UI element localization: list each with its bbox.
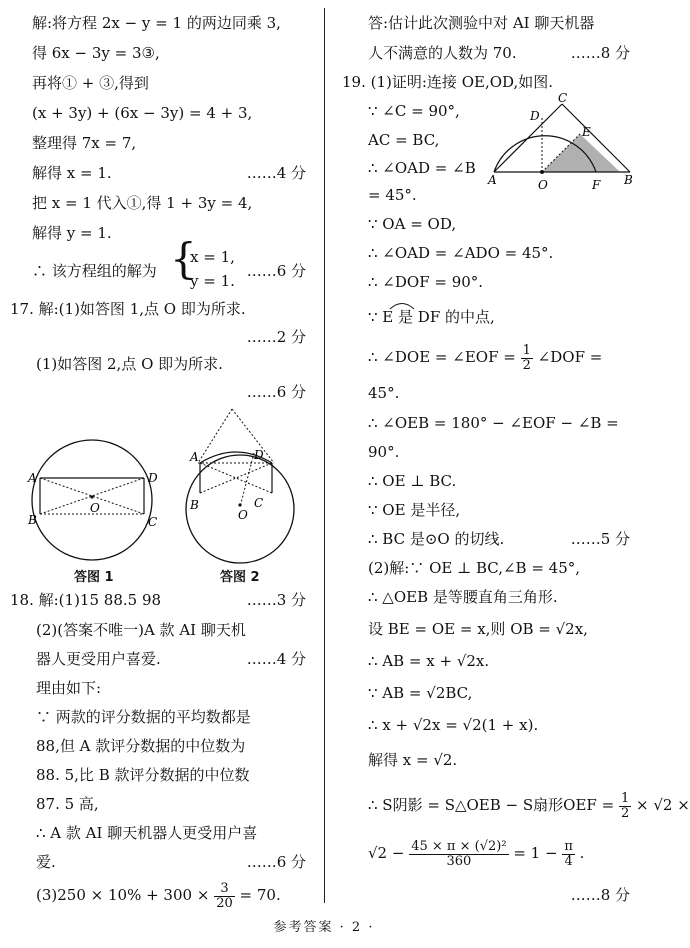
text-line: 解得 x = √2. (368, 751, 458, 769)
score-mark: ……8 分 (570, 44, 630, 62)
formula-part: (3)250 × 10% + 300 × (36, 886, 210, 904)
svg-text:D: D (530, 109, 540, 123)
score-mark: ……2 分 (246, 328, 306, 346)
text-line: 再将① + ③,得到 (32, 74, 149, 92)
text-line: 88. 5,比 B 款评分数据的中位数 (36, 766, 250, 784)
fraction-denominator: 2 (620, 805, 630, 821)
text-line: ∵ ∠C = 90°, (368, 102, 460, 120)
formula-part: ∴ ∠DOE = ∠EOF = (368, 348, 516, 366)
svg-text:D: D (254, 448, 264, 462)
score-mark: ……4 分 (246, 164, 306, 182)
question-19: 19. (1)证明:连接 OE,OD,如图. (342, 73, 554, 91)
text-line: (2)解:∵ OE ⊥ BC,∠B = 45°, (368, 559, 581, 577)
fraction (409, 840, 508, 869)
text-line: y = 1. (190, 272, 235, 290)
text-line: ∵ E 是 DF 的中点, (368, 308, 495, 326)
text-line: 设 BE = OE = x,则 OB = √2x, (368, 620, 588, 638)
fraction-numerator: 45 × π × (√2)² (411, 838, 507, 854)
score-mark: ……4 分 (246, 650, 306, 668)
svg-text:A: A (190, 450, 199, 464)
fraction-denominator: 2 (522, 357, 531, 373)
text-line: 87. 5 高, (36, 795, 99, 813)
formula-part: × √2 × (636, 796, 690, 814)
score-mark: ……6 分 (246, 853, 306, 871)
svg-text:C: C (148, 515, 158, 529)
text-line: AC = BC, (368, 131, 440, 149)
svg-text:B: B (28, 513, 37, 527)
text-line (36, 880, 281, 911)
fraction-denominator: 4 (564, 853, 573, 869)
score-mark: ……6 分 (246, 383, 306, 401)
text-line: ∴ △OEB 是等腰直角三角形. (368, 588, 558, 606)
formula-part: √2 − (368, 844, 405, 862)
svg-text:B: B (624, 173, 633, 187)
svg-text:O: O (90, 501, 100, 515)
fraction (562, 840, 575, 869)
svg-text:F: F (592, 178, 601, 192)
text-line (368, 838, 584, 869)
fraction-numerator: 1 (620, 790, 630, 806)
text-line: ∵ AB = √2BC, (368, 684, 473, 702)
formula-part: ∴ S阴影 = S△OEB − S扇形OEF = (368, 796, 615, 814)
fraction-denominator: 20 (216, 895, 233, 911)
fraction-denominator: 360 (446, 853, 472, 869)
text-line: (2)(答案不唯一)A 款 AI 聊天机 (36, 621, 246, 639)
svg-text:C: C (558, 91, 568, 105)
fraction-numerator: 3 (214, 882, 235, 897)
column-divider (324, 8, 325, 903)
figure-2-caption: 答图 2 (220, 570, 260, 585)
text-line: (x + 3y) + (6x − 3y) = 4 + 3, (32, 104, 253, 122)
page-footer: 参考答案 · 2 · (273, 920, 375, 935)
score-mark: ……3 分 (246, 591, 306, 609)
text-line: 解:将方程 2x − y = 1 的两边同乘 3, (32, 14, 281, 32)
text-line: ∴ 该方程组的解为 (32, 262, 157, 280)
figure-2 (178, 405, 308, 565)
score-mark: ……6 分 (246, 262, 306, 280)
text-line: 人不满意的人数为 70. (368, 44, 517, 62)
text-line: (1)如答图 2,点 O 即为所求. (36, 355, 223, 373)
fraction-numerator: 1 (522, 342, 531, 358)
svg-text:B: B (190, 498, 199, 512)
text-line: ∵ 两款的评分数据的平均数都是 (36, 708, 251, 726)
text-line: 得 6x − 3y = 3③, (32, 44, 160, 62)
text-line: ∴ ∠OAD = ∠ADO = 45°. (368, 244, 554, 262)
text-line: 把 x = 1 代入①,得 1 + 3y = 4, (32, 194, 253, 212)
text-line: 爱. (36, 853, 56, 871)
text-line: 器人更受用户喜爱. (36, 650, 161, 668)
text-line: ∴ ∠DOF = 90°. (368, 273, 484, 291)
svg-text:E: E (582, 125, 591, 139)
question-17: 17. 解:(1)如答图 1,点 O 即为所求. (10, 300, 246, 318)
text-line: ∵ OA = OD, (368, 215, 457, 233)
fraction (619, 792, 631, 821)
text-line: ∴ A 款 AI 聊天机器人更受用户喜 (36, 824, 258, 842)
arc-symbol (388, 300, 416, 310)
figure-1-caption: 答图 1 (74, 570, 114, 585)
text-line: ∴ x + √2x = √2(1 + x). (368, 716, 539, 734)
svg-text:O: O (538, 178, 548, 192)
text-line: 整理得 7x = 7, (32, 134, 137, 152)
text-line: 45°. (368, 384, 400, 402)
svg-text:C: C (254, 496, 264, 510)
text-line: ∴ OE ⊥ BC. (368, 472, 457, 490)
formula-part: = 70. (239, 886, 281, 904)
svg-text:A: A (488, 173, 497, 187)
text-line: 解得 y = 1. (32, 224, 112, 242)
formula-part: = 1 − (513, 844, 558, 862)
question-18: 18. 解:(1)15 88.5 98 (10, 591, 162, 609)
text-line: ∴ BC 是⊙O 的切线. (368, 530, 505, 548)
text-line: ∵ OE 是半径, (368, 501, 461, 519)
text-line (368, 790, 690, 821)
formula-part: ∠DOF = (537, 348, 603, 366)
svg-text:A: A (28, 471, 37, 485)
figure-19 (488, 91, 638, 192)
svg-text:D: D (148, 471, 158, 485)
score-mark: ……8 分 (570, 886, 630, 904)
svg-text:O: O (238, 508, 248, 522)
text-line: 88,但 A 款评分数据的中位数为 (36, 737, 246, 755)
text-line: 理由如下: (36, 679, 102, 697)
fraction (521, 344, 533, 373)
text-line: 答:估计此次测验中对 AI 聊天机器 (368, 14, 595, 32)
score-mark: ……5 分 (570, 530, 630, 548)
fraction-numerator: π (564, 838, 573, 854)
fraction (214, 882, 235, 911)
text-line: = 45°. (368, 186, 417, 204)
text-line: 90°. (368, 443, 400, 461)
text-line: x = 1, (190, 248, 235, 266)
text-line: ∴ ∠OEB = 180° − ∠EOF − ∠B = (368, 414, 619, 432)
text-line: 解得 x = 1. (32, 164, 112, 182)
formula-part: . (579, 844, 585, 862)
text-line: ∴ AB = x + √2x. (368, 652, 490, 670)
system-brace: { (170, 234, 197, 283)
text-line: ∴ ∠OAD = ∠B (368, 159, 476, 177)
text-line (368, 342, 602, 373)
figure-1 (20, 410, 170, 562)
